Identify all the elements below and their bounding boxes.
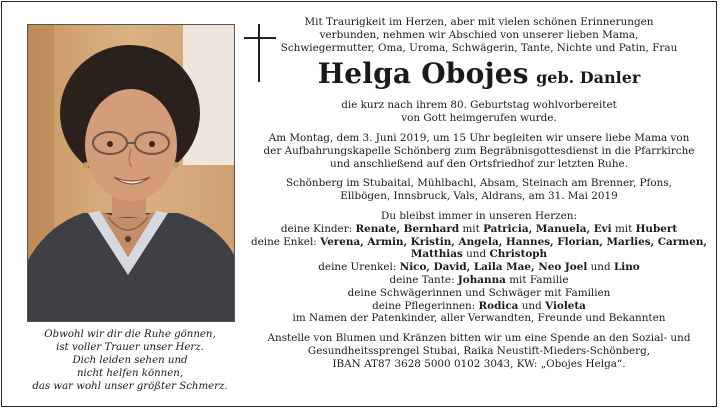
death-line: von Gott heimgerufen wurde.	[401, 112, 557, 125]
mourners-list	[249, 210, 709, 325]
place-line: Schönberg im Stubaital, Mühlbachl, Absam, Steinach am Brenner, Pfons,	[286, 177, 672, 190]
portrait-photo	[27, 24, 235, 322]
place-line: Ellbögen, Innsbruck, Vals, Aldrans, am 31. Mai 2019	[340, 190, 618, 203]
funeral-line: der Aufbahrungskapelle Schönberg zum Begräbnisgottesdienst in die Pfarrkirche	[263, 144, 695, 157]
birth-name: geb. Danler	[536, 68, 641, 88]
donation-line: IBAN AT87 3628 5000 0102 3043, KW: „Obojes Helga“.	[332, 357, 626, 370]
poem-line: das war wohl unser größter Schmerz.	[32, 381, 228, 392]
donation-line: Anstelle von Blumen und Kränzen bitten wir um eine Spende an den Sozial- und	[267, 332, 691, 345]
donation-line: Gesundheitssprengel Stubai, Raika Neustift-Mieders-Schönberg,	[307, 344, 651, 357]
funeral-line: Am Montag, dem 3. Juni 2019, um 15 Uhr begleiten wir unsere liebe Mama von	[268, 131, 690, 144]
intro-text	[249, 16, 709, 54]
mourners-great-grandchildren: deine Urenkel: Nico, David, Laila Mae, Neo Joel und Lino	[318, 261, 640, 274]
mourners-in-laws: deine Schwägerinnen und Schwäger mit Familien	[347, 286, 611, 299]
poem-line: Obwohl wir dir die Ruhe gönnen,	[44, 329, 216, 340]
deceased-name	[249, 59, 709, 95]
poem-line: nicht helfen können,	[76, 368, 184, 379]
mourners-grandchildren: deine Enkel: Verena, Armin, Kristin, Angela, Hannes, Florian, Marlies, Carmen,	[250, 235, 708, 248]
death-text	[249, 99, 709, 125]
mourners-caregivers: deine Pflegerinnen: Rodica und Violeta	[372, 299, 586, 312]
intro-line: verbunden, nehmen wir Abschied von unserer lieben Mama,	[319, 28, 639, 41]
funeral-text	[249, 132, 709, 170]
mourners-godchildren: im Namen der Patenkinder, aller Verwandten, Freunde und Bekannten	[292, 312, 666, 325]
poem-line: Dich leiden sehen und	[72, 355, 188, 366]
obituary-text	[249, 16, 709, 371]
mourners-aunt: deine Tante: Johanna mit Familie	[389, 273, 569, 286]
mourners-children: deine Kinder: Renate, Bernhard mit Patricia, Manuela, Evi mit Hubert	[280, 222, 678, 235]
intro-line: Schwiegermutter, Oma, Uroma, Schwägerin, Tante, Nichte und Patin, Frau	[280, 41, 678, 54]
place-date	[249, 177, 709, 203]
obituary-notice	[1, 1, 717, 407]
mourners-grandchildren-cont: Matthias und Christoph	[410, 248, 548, 261]
poem-line: ist voller Trauer unser Herz.	[56, 342, 204, 353]
funeral-line: und anschließend auf den Ortsfriedhof zur letzten Ruhe.	[330, 157, 628, 170]
death-line: die kurz nach ihrem 80. Geburtstag wohlvorbereitet	[341, 99, 617, 112]
full-name: Helga Obojes	[317, 57, 529, 91]
intro-line: Mit Traurigkeit im Herzen, aber mit vielen schönen Erinnerungen	[304, 16, 654, 28]
mourners-intro: Du bleibst immer in unseren Herzen:	[381, 209, 577, 222]
donation-text	[249, 332, 709, 370]
memorial-poem	[16, 328, 244, 393]
